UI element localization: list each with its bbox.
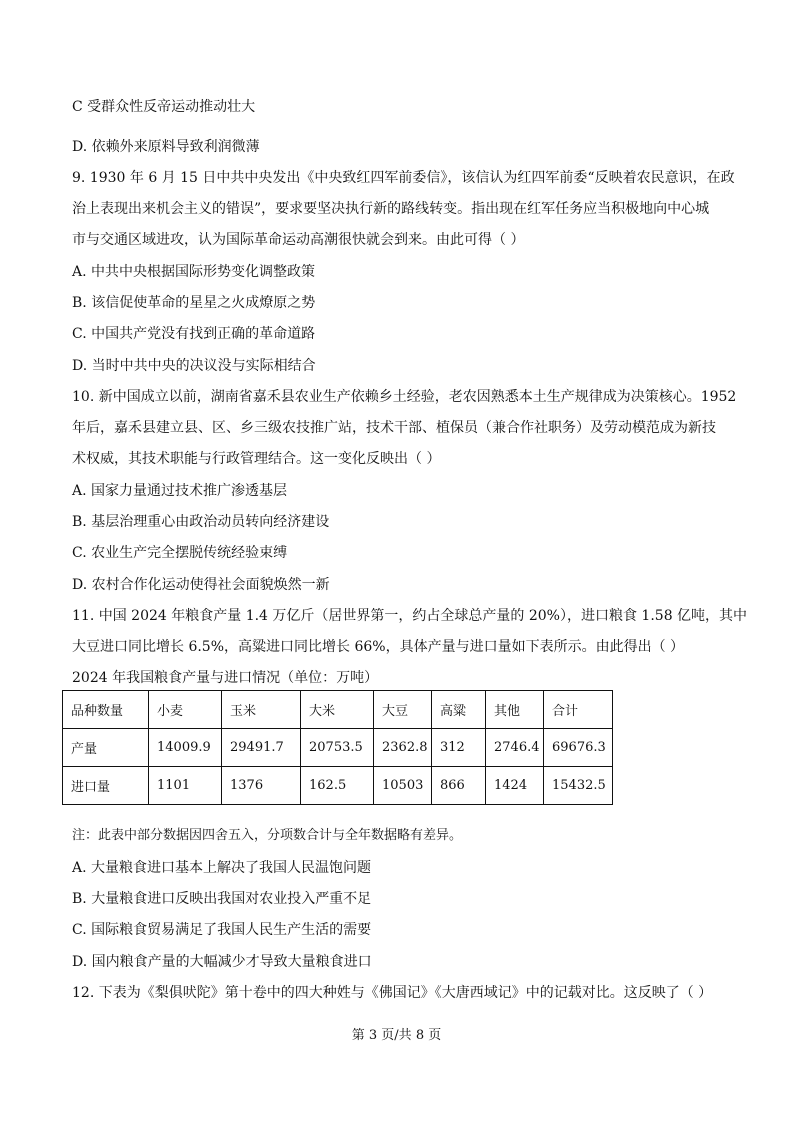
q9-stem-line-3: 市与交通区域进攻，认为国际革命运动高潮很快就会到来。由此可得（ ） bbox=[72, 232, 525, 248]
q11-option-d: D. 国内粮食产量的大幅减少才导致大量粮食进口 bbox=[72, 954, 372, 970]
q10-stem-line-3: 术权威，其技术职能与行政管理结合。这一变化反映出（ ） bbox=[72, 451, 441, 467]
table-cell: 1376 bbox=[222, 767, 301, 805]
table-cell: 15432.5 bbox=[544, 767, 613, 805]
q11-stem-line-1: 11. 中国 2024 年粮食产量 1.4 万亿斤（居世界第一，约占全球总产量的 20%），进口粮食 1.58 亿吨，其中 bbox=[72, 608, 748, 624]
q12-stem-line-1: 12. 下表为《梨俱吠陀》第十卷中的四大种姓与《佛国记》《大唐西域记》中的记载对比。这反映了（ ） bbox=[72, 985, 713, 1001]
table-header-cell: 高粱 bbox=[432, 691, 486, 729]
q10-option-b: B. 基层治理重心由政治动员转向经济建设 bbox=[72, 514, 330, 530]
q10-stem-line-2: 年后，嘉禾县建立县、区、乡三级农技推广站，技术干部、植保员（兼合作社职务）及劳动模范成为新技 bbox=[72, 420, 716, 436]
q11-option-b: B. 大量粮食进口反映出我国对农业投入严重不足 bbox=[72, 891, 372, 907]
grain-table bbox=[62, 690, 613, 805]
table-header-cell: 其他 bbox=[486, 691, 544, 729]
q8-option-c: C 受群众性反帝运动推动壮大 bbox=[72, 99, 256, 115]
table-cell: 162.5 bbox=[301, 767, 374, 805]
q9-option-d: D. 当时中共中央的决议没与实际相结合 bbox=[72, 358, 316, 374]
q11-option-c: C. 国际粮食贸易满足了我国人民生产生活的需要 bbox=[72, 922, 372, 938]
table-row bbox=[63, 729, 613, 767]
table-cell: 20753.5 bbox=[301, 729, 374, 767]
page-number: 第 3 页/共 8 页 bbox=[351, 1028, 442, 1043]
q9-stem-line-1: 9. 1930 年 6 月 15 日中共中央发出《中央致红四军前委信》，该信认为红四军前委“反映着农民意识，在政 bbox=[72, 170, 735, 186]
table-note: 注：此表中部分数据因四舍五入，分项数合计与全年数据略有差异。 bbox=[72, 828, 463, 843]
table-header-row bbox=[63, 691, 613, 729]
table-cell: 866 bbox=[432, 767, 486, 805]
table-cell: 10503 bbox=[374, 767, 432, 805]
table-cell: 1101 bbox=[149, 767, 222, 805]
table-cell: 1424 bbox=[486, 767, 544, 805]
q10-stem-line-1: 10. 新中国成立以前，湖南省嘉禾县农业生产依赖乡土经验，老农因熟悉本土生产规律成为决策核心。1952 bbox=[72, 389, 737, 405]
q11-stem-line-2: 大豆进口同比增长 6.5%，高粱进口同比增长 66%，具体产量与进口量如下表所示。由此得出（ ） bbox=[72, 639, 685, 655]
table-header-cell: 玉米 bbox=[222, 691, 301, 729]
table-cell: 14009.9 bbox=[149, 729, 222, 767]
q9-option-a: A. 中共中央根据国际形势变化调整政策 bbox=[72, 264, 316, 280]
table-cell: 69676.3 bbox=[544, 729, 613, 767]
table-cell: 进口量 bbox=[63, 767, 149, 805]
table-cell: 312 bbox=[432, 729, 486, 767]
table-cell: 2746.4 bbox=[486, 729, 544, 767]
q10-option-a: A. 国家力量通过技术推广渗透基层 bbox=[72, 483, 288, 499]
q9-option-c: C. 中国共产党没有找到正确的革命道路 bbox=[72, 326, 316, 342]
table-cell: 2362.8 bbox=[374, 729, 432, 767]
table-row bbox=[63, 767, 613, 805]
q9-option-b: B. 该信促使革命的星星之火成燎原之势 bbox=[72, 295, 316, 311]
table-header-cell: 大豆 bbox=[374, 691, 432, 729]
table-cell: 29491.7 bbox=[222, 729, 301, 767]
q11-option-a: A. 大量粮食进口基本上解决了我国人民温饱问题 bbox=[72, 860, 372, 876]
q8-option-d: D. 依赖外来原料导致利润微薄 bbox=[72, 139, 260, 155]
q10-option-d: D. 农村合作化运动使得社会面貌焕然一新 bbox=[72, 577, 330, 593]
table-caption: 2024 年我国粮食产量与进口情况（单位：万吨） bbox=[72, 670, 379, 686]
table-header-cell: 大米 bbox=[301, 691, 374, 729]
q10-option-c: C. 农业生产完全摆脱传统经验束缚 bbox=[72, 545, 288, 561]
table-header-cell: 小麦 bbox=[149, 691, 222, 729]
table-header-cell: 品种数量 bbox=[63, 691, 149, 729]
table-cell: 产量 bbox=[63, 729, 149, 767]
q9-stem-line-2: 治上表现出来机会主义的错误”，要求要坚决执行新的路线转变。指出现在红军任务应当积极地向中心城 bbox=[72, 201, 710, 217]
table-header-cell: 合计 bbox=[544, 691, 613, 729]
